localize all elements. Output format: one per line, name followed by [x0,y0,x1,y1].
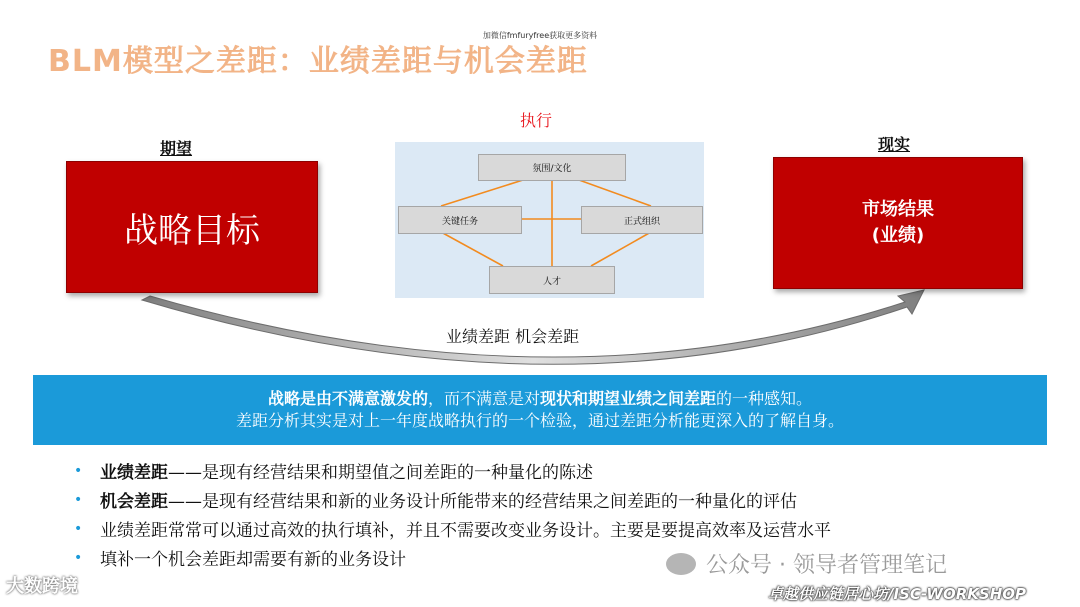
wechat-watermark [666,548,947,579]
node-key-tasks: 关键任务 [398,206,522,234]
strategy-goal-text: 战略目标 [124,210,260,251]
banner-text-1: ，而不满意是对 [427,389,540,408]
node-talent: 人才 [489,266,615,294]
list-item [74,514,1034,543]
wechat-icon [666,553,696,575]
market-result-box [773,157,1023,289]
bullet-dot-icon: • [74,549,83,566]
wechat-watermark-text: 公众号 · 领导者管理笔记 [706,553,947,578]
banner-line-2: 差距分析其实是对上一年度战略执行的一个检验，通过差距分析能更深入的了解自身。 [235,411,844,430]
bottom-watermark: 卓越供应链居心坊/ISC-WORKSHOP [768,585,1026,603]
bullet-text: ——是现有经营结果和期望值之间差距的一种量化的陈述 [168,463,593,483]
market-result-text: 市场结果 [862,199,934,220]
banner-bold-2: 现状和期望业绩之间差距 [540,389,717,408]
bullet-text: ——是现有经营结果和新的业务设计所能带来的经营结果之间差距的一种量化的评估 [168,492,797,512]
top-note: 加微信fmfuryfree获取更多资料 [482,31,598,40]
expect-label: 期望 [160,139,193,158]
bullet-text: 业绩差距常常可以通过高效的执行填补，并且不需要改变业务设计。主要是要提高效率及运营水平 [100,521,831,541]
reality-label: 现实 [878,135,911,154]
left-watermark: 大数跨境 [6,576,78,597]
banner-line-1 [33,388,1047,410]
bullet-term: 业绩差距 [100,463,168,483]
key-message-banner [33,375,1047,445]
bullet-text: 填补一个机会差距却需要有新的业务设计 [100,550,406,570]
bullet-dot-icon: • [74,462,83,479]
performance-text: (业绩) [871,225,925,246]
strategy-goal-box [66,161,318,293]
list-item [74,456,1034,485]
node-formal-org: 正式组织 [581,206,703,234]
bullet-term: 机会差距 [100,492,168,512]
banner-text-2: 的一种感知。 [716,389,813,408]
node-culture: 氛围/文化 [478,154,626,181]
banner-bold-1: 战略是由不满意激发的 [267,389,428,408]
bullet-dot-icon: • [74,491,83,508]
gap-label: 业绩差距 机会差距 [446,327,580,346]
page-title: BLM模型之差距：业绩差距与机会差距 [48,44,588,79]
list-item [74,485,1034,514]
bullet-dot-icon: • [74,520,83,537]
execution-diagram [395,142,704,298]
execution-label: 执行 [520,111,553,130]
